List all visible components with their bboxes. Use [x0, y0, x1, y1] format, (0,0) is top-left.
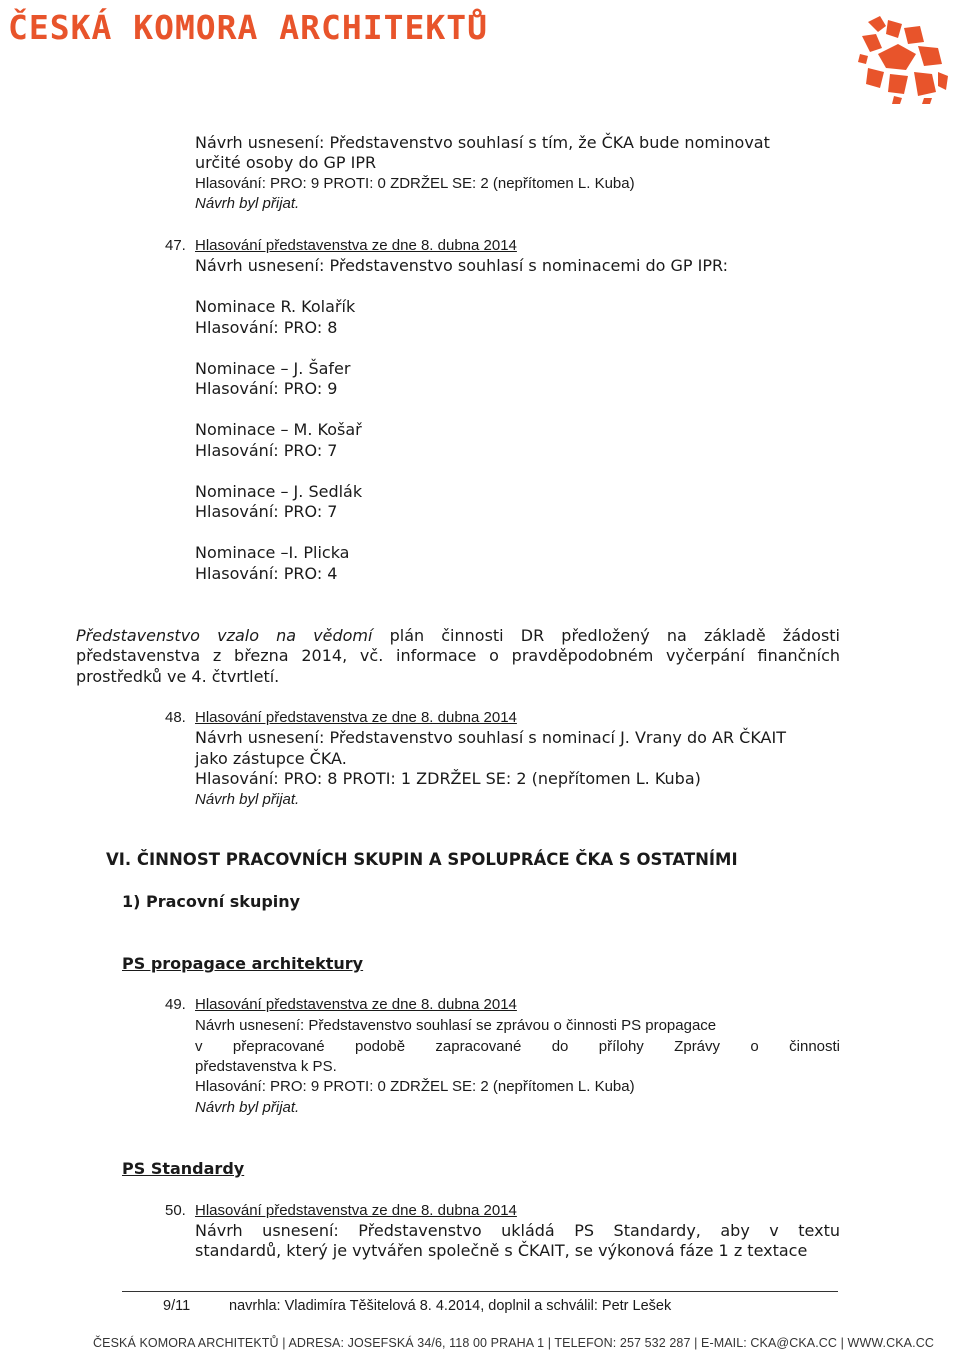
vote-heading: Hlasování představenstva ze dne 8. dubna 2014: [195, 237, 517, 254]
vote-result: Hlasování: PRO: 8 PROTI: 1 ZDRŽEL SE: 2 (nepřítomen L. Kuba): [195, 769, 701, 788]
working-group-title: PS propagace architektury: [122, 954, 364, 973]
proposal-line: Návrh usnesení: Představenstvo souhlasí s nominací J. Vrany do AR ČKAIT: [195, 728, 786, 747]
vote-result: Hlasování: PRO: 9 PROTI: 0 ZDRŽEL SE: 2 (nepřítomen L. Kuba): [195, 175, 635, 192]
item-number: 48.: [165, 709, 186, 726]
proposal-line: v přepracované podobě zapracované do přílohy Zprávy o činnosti: [195, 1038, 840, 1055]
footer-address: ČESKÁ KOMORA ARCHITEKTŮ | ADRESA: JOSEFSKÁ 34/6, 118 00 PRAHA 1 | TELEFON: 257 532 287 | E-MAIL: CKA@CKA.CC | WWW.CKA.CC: [93, 1336, 934, 1350]
nomination-vote: Hlasování: PRO: 7: [195, 502, 338, 521]
item-number: 47.: [165, 237, 186, 254]
vote-heading: Hlasování představenstva ze dne 8. dubna 2014: [195, 1202, 517, 1219]
proposal-line: Návrh usnesení: Představenstvo souhlasí s nominacemi do GP IPR:: [195, 256, 729, 275]
nomination-name: Nominace R. Kolařík: [195, 297, 356, 316]
working-group-title: PS Standardy: [122, 1159, 245, 1178]
note-rest: plán činnosti DR předložený na základě žádosti: [372, 626, 840, 645]
author-note: navrhla: Vladimíra Těšitelová 8. 4.2014, doplnil a schválil: Petr Lešek: [229, 1298, 672, 1314]
note-italic: Představenstvo vzalo na vědomí: [76, 626, 373, 645]
lion-logo-icon: [858, 14, 950, 104]
item-number: 50.: [165, 1202, 186, 1219]
proposal-line: Návrh usnesení: Představenstvo souhlasí s tím, že ČKA bude nominovat: [195, 133, 770, 152]
approval-note: Návrh byl přijat.: [195, 195, 300, 212]
proposal-line: Návrh usnesení: Představenstvo ukládá PS Standardy, aby v textu: [195, 1221, 840, 1240]
note-line: [76, 626, 840, 646]
nomination-name: Nominace – J. Šafer: [195, 359, 351, 378]
nomination-name: Nominace –I. Plicka: [195, 543, 350, 562]
vote-result: Hlasování: PRO: 9 PROTI: 0 ZDRŽEL SE: 2 (nepřítomen L. Kuba): [195, 1078, 635, 1095]
vote-heading: Hlasování představenstva ze dne 8. dubna 2014: [195, 996, 517, 1013]
page-number: 9/11: [163, 1298, 191, 1314]
nomination-vote: Hlasování: PRO: 4: [195, 564, 338, 583]
proposal-line: jako zástupce ČKA.: [195, 749, 347, 768]
proposal-line: určité osoby do GP IPR: [195, 153, 377, 172]
proposal-line: Návrh usnesení: Představenstvo souhlasí se zprávou o činnosti PS propagace: [195, 1017, 717, 1034]
note-line: představenstva z března 2014, vč. informace o pravděpodobném vyčerpání finančních: [76, 646, 840, 665]
organization-title: ČESKÁ KOMORA ARCHITEKTŮ: [8, 8, 488, 47]
approval-note: Návrh byl přijat.: [195, 1099, 300, 1116]
nomination-name: Nominace – J. Sedlák: [195, 482, 363, 501]
vote-heading: Hlasování představenstva ze dne 8. dubna 2014: [195, 709, 517, 726]
nomination-vote: Hlasování: PRO: 9: [195, 379, 338, 398]
proposal-line: představenstva k PS.: [195, 1058, 337, 1075]
nomination-vote: Hlasování: PRO: 7: [195, 441, 338, 460]
nomination-vote: Hlasování: PRO: 8: [195, 318, 338, 337]
approval-note: Návrh byl přijat.: [195, 791, 300, 808]
nomination-name: Nominace – M. Košař: [195, 420, 362, 439]
item-number: 49.: [165, 996, 186, 1013]
footer-divider: [122, 1291, 838, 1292]
proposal-line: standardů, který je vytvářen společně s ČKAIT, se výkonová fáze 1 z textace: [195, 1241, 808, 1260]
section-heading: VI. ČINNOST PRACOVNÍCH SKUPIN A SPOLUPRÁCE ČKA S OSTATNÍMI: [106, 850, 738, 869]
subsection-heading: 1) Pracovní skupiny: [122, 892, 301, 911]
note-line: prostředků ve 4. čtvrtletí.: [76, 667, 280, 686]
